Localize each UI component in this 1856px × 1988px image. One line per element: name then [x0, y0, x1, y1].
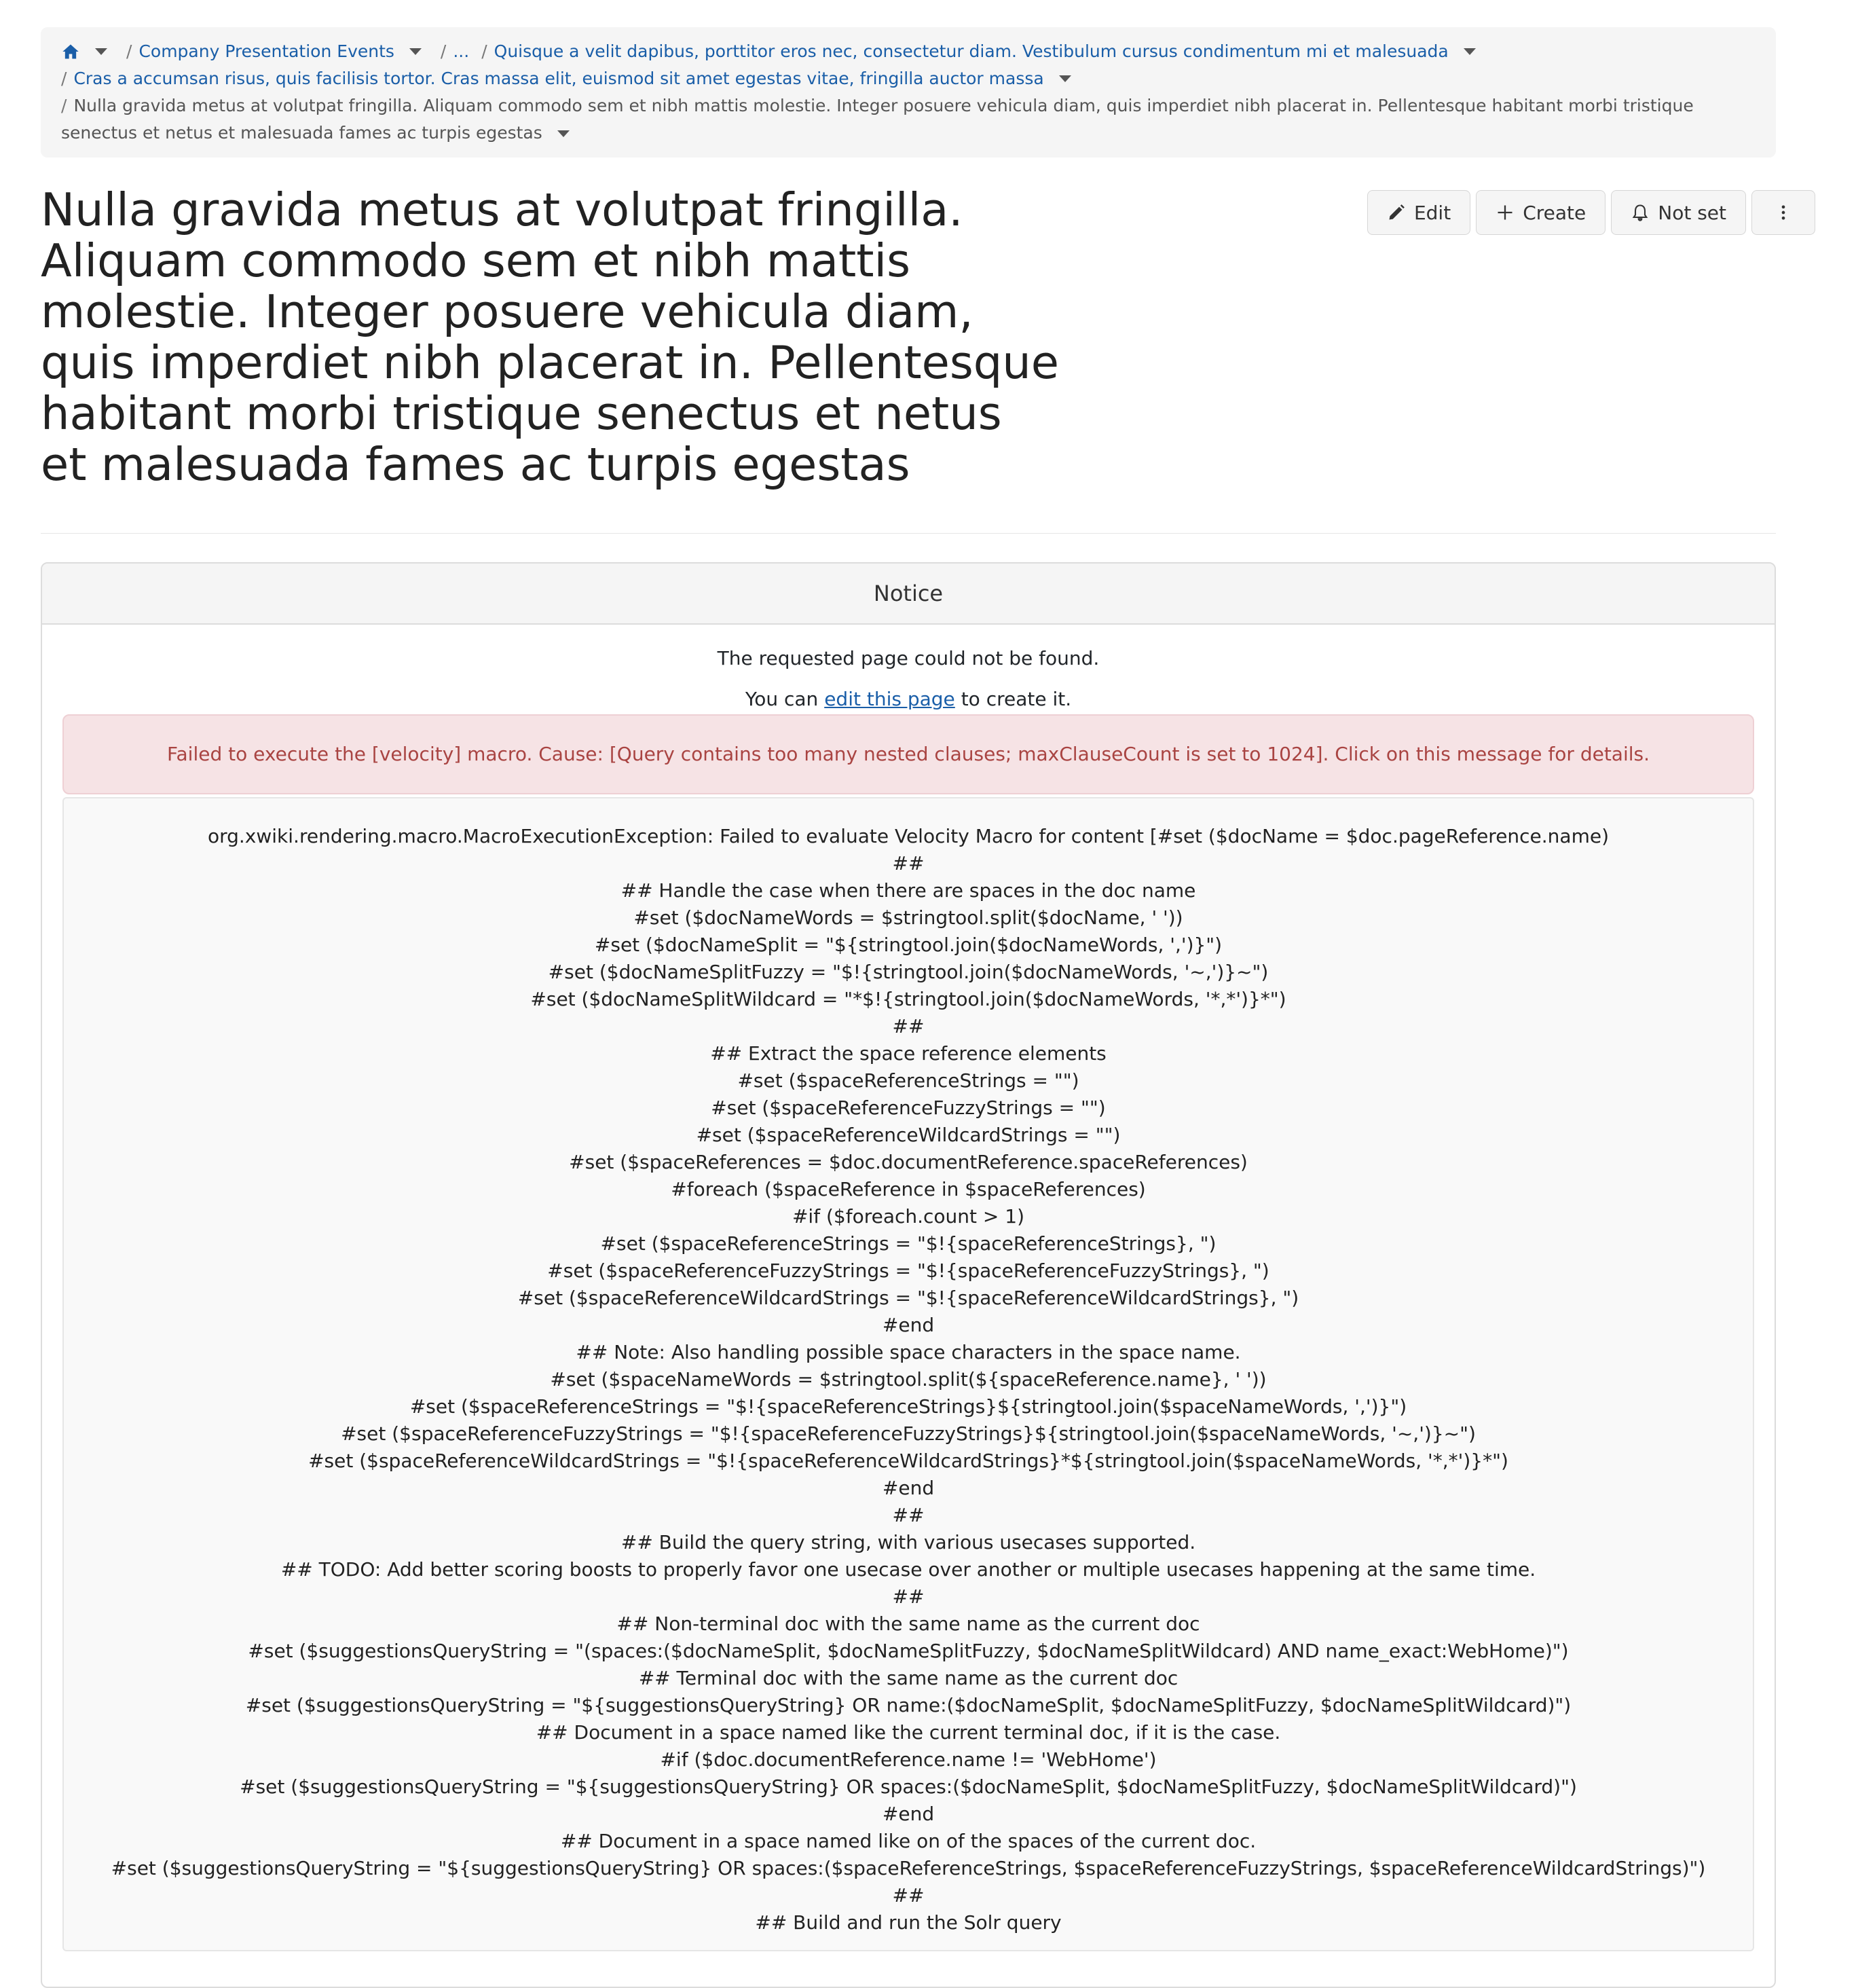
- breadcrumb-item-cras[interactable]: Cras a accumsan risus, quis facilisis tortor. Cras massa elit, euismod sit amet egestas vitae, fringilla auctor massa: [73, 69, 1044, 88]
- stacktrace-line: ## TODO: Add better scoring boosts to properly favor one usecase over another or multiple usecases happening at the same time.: [280, 1558, 1536, 1581]
- stacktrace-line: ##: [892, 852, 925, 875]
- chevron-down-icon[interactable]: [557, 130, 570, 137]
- error-stacktrace: [62, 797, 1754, 1951]
- breadcrumb-item-quisque[interactable]: Quisque a velit dapibus, porttitor eros nec, consectetur diam. Vestibulum cursus condimentum mi et malesuada: [494, 41, 1449, 61]
- edit-button[interactable]: [1367, 190, 1470, 235]
- divider: [41, 533, 1776, 534]
- breadcrumb-separator: /: [481, 41, 487, 61]
- stacktrace-line: #set ($suggestionsQueryString = "${suggestionsQueryString} OR name:($docNameSplit, $docNameSplitFuzzy, $docNameSplitWildcard)"): [245, 1694, 1572, 1716]
- stacktrace-line: #end: [882, 1477, 935, 1499]
- notice-heading: Notice: [42, 564, 1775, 625]
- breadcrumb-current: Nulla gravida metus at volutpat fringilla. Aliquam commodo sem et nibh mattis molestie. Integer posuere vehicula diam, quis imperdiet nibh placerat in. Pellentesque habitant morbi tristique senectus et netus et malesuada fames ac turpis egestas: [61, 96, 1694, 143]
- create-label: Create: [1523, 201, 1586, 224]
- breadcrumb-separator: /: [61, 69, 67, 88]
- notice-body: [42, 645, 1775, 1951]
- breadcrumb-line-2: [61, 65, 1756, 92]
- stacktrace-line: ##: [892, 1884, 925, 1907]
- breadcrumb-item-company-presentation-events[interactable]: Company Presentation Events: [138, 41, 394, 61]
- stacktrace-line: #set ($spaceReferenceFuzzyStrings = ""): [711, 1097, 1106, 1119]
- chevron-down-icon[interactable]: [95, 48, 107, 55]
- stacktrace-line: ## Build the query string, with various usecases supported.: [620, 1531, 1196, 1553]
- stacktrace-line: #set ($spaceReferenceWildcardStrings = "$!{spaceReferenceWildcardStrings}*${stringtool.join($spaceNameWords, '*,*')}*"): [308, 1450, 1508, 1472]
- breadcrumb-item-ellipsis[interactable]: ...: [453, 41, 470, 61]
- chevron-down-icon[interactable]: [1059, 75, 1071, 82]
- stacktrace-line: #set ($spaceReferenceFuzzyStrings = "$!{spaceReferenceFuzzyStrings}, "): [547, 1259, 1269, 1282]
- breadcrumb-line-3: [61, 92, 1756, 147]
- bell-icon: [1631, 203, 1650, 222]
- stacktrace-line: ## Non-terminal doc with the same name as the current doc: [616, 1613, 1200, 1635]
- stacktrace-line: ##: [892, 1585, 925, 1608]
- breadcrumb-separator: /: [126, 41, 132, 61]
- more-vertical-icon: [1774, 203, 1793, 222]
- stacktrace-line: #if ($foreach.count > 1): [792, 1205, 1025, 1228]
- stacktrace-line: ##: [892, 1015, 925, 1037]
- stacktrace-line: #set ($docNameSplitWildcard = "*$!{stringtool.join($docNameWords, '*,*')}*"): [530, 988, 1286, 1010]
- stacktrace-line: #set ($spaceReferenceFuzzyStrings = "$!{spaceReferenceFuzzyStrings}${stringtool.join($spaceNameWords, '~,')}~"): [341, 1422, 1476, 1445]
- stacktrace-line: #set ($spaceReferenceWildcardStrings = "$!{spaceReferenceWildcardStrings}, "): [517, 1287, 1299, 1309]
- not-found-message: The requested page could not be found.: [717, 647, 1100, 669]
- stacktrace-line: ## Build and run the Solr query: [755, 1911, 1062, 1934]
- stacktrace-line: #end: [882, 1314, 935, 1336]
- stacktrace-line: #set ($spaceReferences = $doc.documentReference.spaceReferences): [569, 1151, 1248, 1173]
- stacktrace-line: #set ($suggestionsQueryString = "${suggestionsQueryString} OR spaces:($docNameSplit, $docNameSplitFuzzy, $docNameSplitWildcard)"): [240, 1775, 1577, 1798]
- stacktrace-line: ## Document in a space named like on of the spaces of the current doc.: [560, 1830, 1257, 1852]
- notifications-button[interactable]: [1611, 190, 1746, 235]
- stacktrace-line: org.xwiki.rendering.macro.MacroExecutionException: Failed to evaluate Velocity Macro for content [#set ($docName = $doc.pageReference.name): [207, 825, 1610, 847]
- stacktrace-line: ## Handle the case when there are spaces in the doc name: [620, 879, 1196, 902]
- stacktrace-line: #set ($suggestionsQueryString = "${suggestionsQueryString} OR spaces:($spaceReferenceStrings, $spaceReferenceFuzzyStrings, $spaceReferenceWildcardStrings)"): [111, 1857, 1706, 1879]
- stacktrace-line: #set ($suggestionsQueryString = "(spaces:($docNameSplit, $docNameSplitFuzzy, $docNameSplitWildcard) AND name_exact:WebHome)"): [248, 1640, 1569, 1662]
- pencil-icon: [1387, 203, 1406, 222]
- page-title: Nulla gravida metus at volutpat fringilla. Aliquam commodo sem et nibh mattis molestie. Integer posuere vehicula diam, quis imperdiet nibh placerat in. Pellentesque habitant morbi tristique senectus et netus et malesuada fames ac turpis egestas: [41, 183, 1059, 491]
- stacktrace-line: #set ($docNameSplit = "${stringtool.join($docNameWords, ',')}"): [594, 934, 1223, 956]
- stacktrace-line: #set ($spaceReferenceWildcardStrings = ""): [696, 1124, 1121, 1146]
- notifications-label: Not set: [1658, 201, 1726, 224]
- macro-error-message[interactable]: Failed to execute the [velocity] macro. Cause: [Query contains too many nested clauses; maxClauseCount is set to 1024]. Click on this message for details.: [62, 714, 1754, 794]
- breadcrumb-line-1: [61, 38, 1756, 65]
- stacktrace-line: #set ($spaceNameWords = $stringtool.split(${spaceReference.name}, ' ')): [550, 1368, 1267, 1391]
- stacktrace-line: #set ($docNameWords = $stringtool.split($docName, ' ')): [633, 906, 1183, 929]
- breadcrumb-separator: /: [440, 41, 447, 61]
- stacktrace-line: ## Extract the space reference elements: [710, 1042, 1107, 1065]
- chevron-down-icon[interactable]: [1464, 48, 1476, 55]
- plus-icon: [1496, 203, 1515, 222]
- stacktrace-line: #if ($doc.documentReference.name != 'WebHome'): [660, 1748, 1157, 1771]
- stacktrace-line: ##: [892, 1504, 925, 1526]
- breadcrumb: [41, 27, 1776, 158]
- stacktrace-line: #set ($docNameSplitFuzzy = "$!{stringtool.join($docNameWords, '~,')}~"): [548, 961, 1269, 983]
- create-hint: [62, 686, 1754, 713]
- edit-label: Edit: [1413, 201, 1451, 224]
- breadcrumb-separator: /: [61, 96, 67, 115]
- home-icon[interactable]: [61, 42, 80, 61]
- stacktrace-line: #foreach ($spaceReference in $spaceReferences): [671, 1178, 1146, 1200]
- stacktrace-line: #set ($spaceReferenceStrings = ""): [737, 1069, 1079, 1092]
- chevron-down-icon[interactable]: [409, 48, 422, 55]
- stacktrace-line: #set ($spaceReferenceStrings = "$!{spaceReferenceStrings}, "): [600, 1232, 1217, 1255]
- stacktrace-line: ## Note: Also handling possible space characters in the space name.: [576, 1341, 1241, 1363]
- more-actions-button[interactable]: [1751, 190, 1815, 235]
- stacktrace-line: #end: [882, 1803, 935, 1825]
- stacktrace-line: ## Document in a space named like the current terminal doc, if it is the case.: [536, 1721, 1281, 1744]
- page-actions: [1367, 190, 1815, 235]
- edit-this-page-link[interactable]: edit this page: [824, 688, 955, 710]
- create-button[interactable]: [1476, 190, 1606, 235]
- notice-panel: [41, 562, 1776, 1988]
- stacktrace-line: #set ($spaceReferenceStrings = "$!{spaceReferenceStrings}${stringtool.join($spaceNameWords, ',')}"): [409, 1395, 1407, 1418]
- create-hint-prefix: You can: [745, 688, 819, 710]
- stacktrace-line: ## Terminal doc with the same name as the current doc: [638, 1667, 1178, 1689]
- create-hint-suffix: to create it.: [961, 688, 1072, 710]
